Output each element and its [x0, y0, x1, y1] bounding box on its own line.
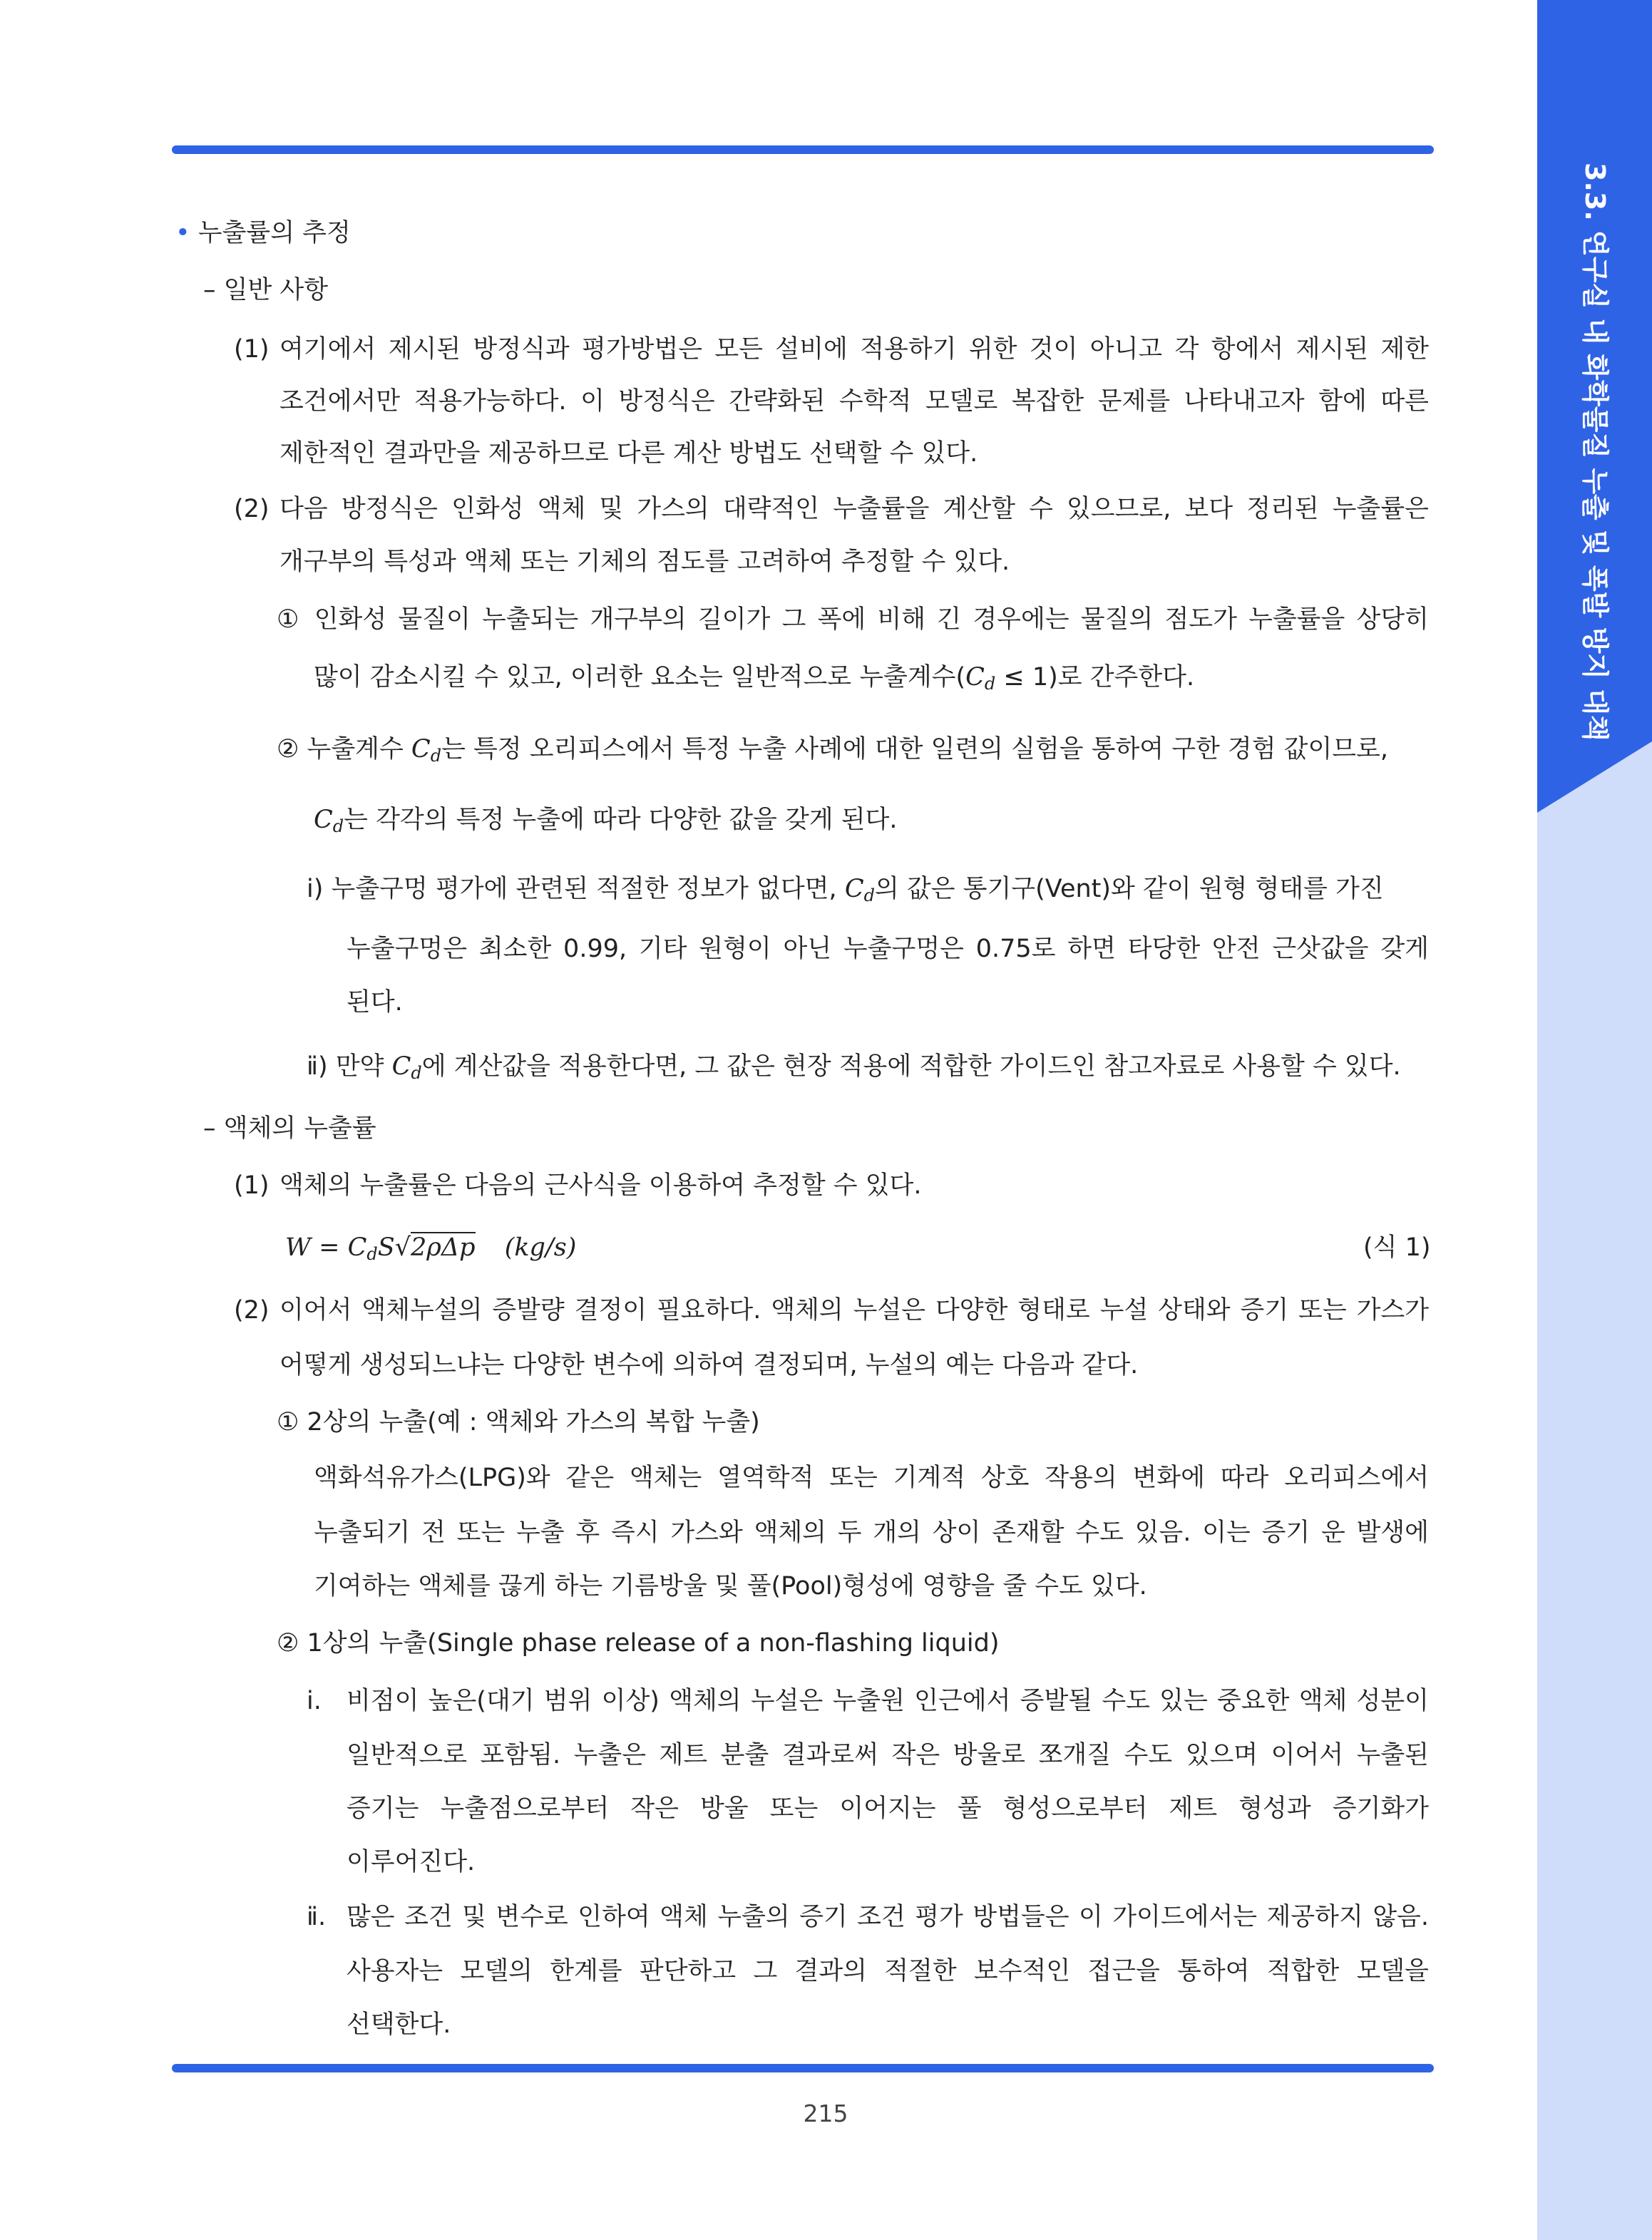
circled-mark: ② [277, 1629, 299, 1658]
item-number: (1) [234, 335, 270, 364]
equation [285, 1230, 576, 1272]
circled-text: 인화성 물질이 누출되는 개구부의 길이가 그 폭에 비해 긴 경우에는 물질의 점도가 누출률을 상당히 [314, 605, 1429, 634]
circled-item [277, 602, 1429, 637]
circled-title: 1상의 누출(Single phase release of a non-flashing liquid) [307, 1629, 1000, 1658]
page-number: 215 [803, 2100, 848, 2127]
text-run: 의 값은 통기구(Vent)와 같이 원형 형태를 가진 [874, 875, 1384, 903]
equation-label: (식 1) [1363, 1233, 1431, 1262]
roman-mark: ⅱ. [307, 1903, 327, 1931]
text-run: 는 특정 오리피스에서 특정 누출 사례에 대한 일련의 실험을 통하여 구한 경험 값이므로, [441, 735, 1389, 764]
subheading-general [203, 272, 328, 308]
circled-mark: ① [277, 1408, 299, 1437]
roman-item [307, 871, 1384, 913]
circled-item [277, 731, 1388, 774]
section-heading-text: 누출률의 추정 [197, 219, 351, 247]
subheading-text: 액체의 누출률 [223, 1114, 376, 1143]
sqrt-icon: √ [394, 1233, 411, 1262]
paragraph-line: 비점이 높은(대기 범위 이상) 액체의 누설은 누출원 인근에서 증발될 수도 있는 중요한 액체 성분이 [347, 1687, 1429, 1715]
paragraph-line: 이어서 액체누설의 증발량 결정이 필요하다. 액체의 누설은 다양한 형태로 누설 상태와 증기 또는 가스가 [279, 1296, 1429, 1325]
text-run: 는 각각의 특정 누출에 따라 다양한 값을 갖게 된다. [344, 806, 898, 834]
paragraph-line: 여기에서 제시된 방정식과 평가방법은 모든 설비에 적용하기 위한 것이 아니고 각 항에서 제시된 제한 [279, 335, 1429, 364]
paragraph-line: 누출되기 전 또는 누출 후 즉시 가스와 액체의 두 개의 상이 존재할 수도 있음. 이는 증기 운 발생에 [314, 1519, 1429, 1547]
equation-radicand: 2ρΔp [411, 1233, 476, 1262]
paragraph-line: 많은 조건 및 변수로 인하여 액체 누출의 증기 조건 평가 방법들은 이 가이드에서는 제공하지 않음. [347, 1903, 1429, 1931]
paragraph-line: 액화석유가스(LPG)와 같은 액체는 열역학적 또는 기계적 상호 작용의 변화에 따라 오리피스에서 [314, 1464, 1429, 1492]
paragraph-line: 된다. [347, 988, 403, 1017]
roman-mark: ⅰ. [307, 1687, 322, 1715]
paragraph-line: 증기는 누출점으로부터 작은 방울 또는 이어지는 풀 형성으로부터 제트 형성과 증기화가 [347, 1794, 1429, 1823]
roman-mark: ⅰ) [307, 875, 324, 903]
text-run: 만약 [335, 1052, 392, 1081]
cd-symbol: $C_d$ [391, 1052, 422, 1083]
roman-item [307, 1049, 1401, 1091]
subheading-text: 일반 사항 [223, 276, 329, 304]
bottom-rule [172, 2064, 1434, 2072]
text-run: ≤ 1)로 간주한다. [995, 663, 1195, 692]
item-number: (2) [234, 1296, 270, 1325]
circled-mark: ② [277, 735, 299, 764]
dash-icon: – [203, 276, 216, 304]
text-run: 에 계산값을 적용한다면, 그 값은 현장 적용에 적합한 가이드인 참고자료로 사용할 수 있다. [421, 1052, 1401, 1081]
cd-symbol: $C_d$ [965, 663, 996, 694]
chapter-tab-title: 3.3. 연구실 내 화학물질 누출 및 폭발 방지 대책 [1579, 163, 1611, 741]
cd-symbol: $C_d$ [314, 806, 344, 836]
chapter-tab-title-wrap [1549, 163, 1641, 741]
circled-item [277, 1404, 760, 1440]
text-run: 누출계수 [307, 735, 411, 764]
paragraph-line: 기여하는 액체를 끊게 하는 기름방울 및 풀(Pool)형성에 영향을 줄 수도 있다. [314, 1572, 1147, 1601]
chapter-tab-corner [1537, 741, 1652, 813]
cd-symbol: $C_d$ [347, 1233, 378, 1264]
paragraph-line: 일반적으로 포함됨. 누출은 제트 분출 결과로써 작은 방울로 쪼개질 수도 있으며 이어서 누출된 [347, 1741, 1429, 1769]
circled-item-cont [314, 802, 898, 844]
bullet-icon: • [175, 219, 190, 247]
dash-icon: – [203, 1114, 216, 1143]
paragraph-line: 선택한다. [347, 2010, 451, 2039]
circled-item [277, 1625, 999, 1661]
cd-symbol: $C_d$ [411, 735, 442, 766]
cd-symbol: $C_d$ [844, 875, 875, 905]
paragraph-line: 다음 방정식은 인화성 액체 및 가스의 대략적인 누출률을 계산할 수 있으므로, 보다 정리된 누출률은 [279, 495, 1429, 523]
paragraph-line: 어떻게 생성되느냐는 다양한 변수에 의하여 결정되며, 누설의 예는 다음과 같다. [279, 1351, 1139, 1380]
top-rule [172, 145, 1434, 154]
item-number: (1) [234, 1171, 270, 1200]
section-heading [175, 215, 351, 251]
circled-title: 2상의 누출(예 : 액체와 가스의 복합 누출) [307, 1408, 760, 1437]
circled-mark: ① [277, 605, 303, 634]
item-number: (2) [234, 495, 270, 523]
paragraph-line: 이루어진다. [347, 1848, 476, 1876]
circled-item-cont [314, 659, 1194, 702]
paragraph-line: 제한적인 결과만을 제공하므로 다른 계산 방법도 선택할 수 있다. [279, 439, 978, 468]
equation-unit: (kg/s) [504, 1233, 577, 1262]
paragraph-line: 개구부의 특성과 액체 또는 기체의 점도를 고려하여 추정할 수 있다. [279, 548, 1010, 576]
paragraph-line: 조건에서만 적용가능하다. 이 방정식은 간략화된 수학적 모델로 복잡한 문제를 나타내고자 함에 따른 [279, 387, 1429, 416]
paragraph-line: 누출구멍은 최소한 0.99, 기타 원형이 아닌 누출구멍은 0.75로 하면 타당한 안전 근삿값을 갖게 [347, 935, 1429, 963]
text-run: 누출구멍 평가에 관련된 적절한 정보가 없다면, [331, 875, 845, 903]
paragraph-line: 액체의 누출률은 다음의 근사식을 이용하여 추정할 수 있다. [279, 1171, 922, 1200]
subheading-liquid [203, 1111, 376, 1146]
roman-mark: ⅱ) [307, 1052, 328, 1081]
text-run: 많이 감소시킬 수 있고, 이러한 요소는 일반적으로 누출계수( [314, 663, 966, 692]
equation-area: S [377, 1233, 395, 1262]
equation-lhs: W = [285, 1233, 348, 1262]
paragraph-line: 사용자는 모델의 한계를 판단하고 그 결과의 적절한 보수적인 접근을 통하여 적합한 모델을 [347, 1957, 1429, 1985]
